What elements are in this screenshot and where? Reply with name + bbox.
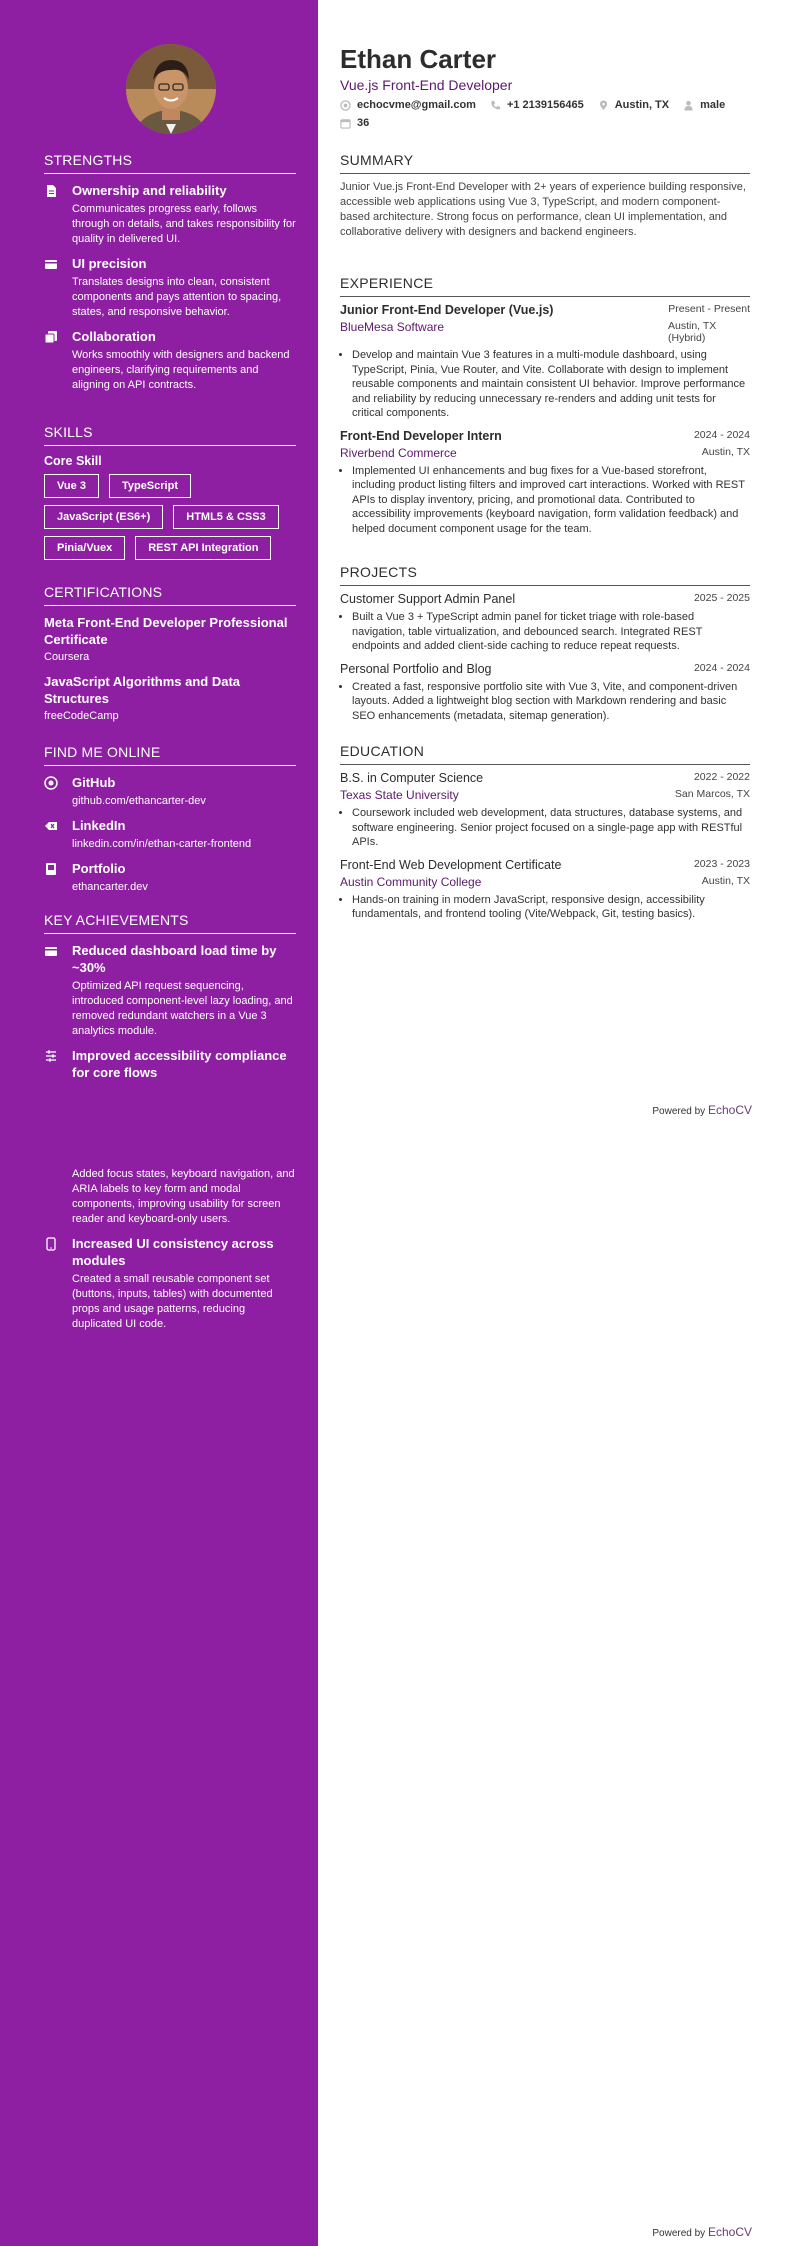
project-title: Customer Support Admin Panel (340, 592, 516, 606)
job-company: Riverbend Commerce (340, 445, 457, 460)
job-date: Present - Present (668, 303, 750, 315)
gender-text: male (700, 99, 726, 111)
candidate-role: Vue.js Front-End Developer (340, 77, 513, 93)
summary-title: SUMMARY (340, 152, 750, 174)
online-item (44, 860, 296, 895)
header (340, 44, 750, 129)
phone-icon (490, 100, 501, 111)
projects-section (340, 564, 750, 731)
strength-title: Collaboration (72, 329, 156, 344)
copy-icon (44, 330, 58, 344)
degree-date: 2022 - 2022 (693, 771, 750, 783)
echocv-logo: EchoCV (707, 2225, 752, 2239)
experience-section (340, 275, 750, 544)
cert-title: Meta Front-End Developer Professional Certificate (44, 615, 288, 647)
contact-list (340, 99, 750, 129)
education-entry (340, 771, 750, 850)
powered-by-text: Powered by (652, 1106, 706, 1117)
achievement-desc: Created a small reusable component set (buttons, inputs, tables) with documented props and usage patterns, reducing duplicated UI code. (72, 1273, 273, 1330)
degree-date: 2023 - 2023 (693, 857, 750, 870)
experience-entry (340, 429, 750, 537)
avatar (126, 44, 216, 134)
location-pin-icon (598, 100, 609, 111)
strength-desc: Communicates progress early, follows through on details, and takes responsibility for quality in delivered UI. (72, 203, 296, 245)
school-name: Texas State University (340, 788, 459, 802)
achievement-title: Improved accessibility compliance for core flows (72, 1048, 287, 1080)
cert-item (44, 614, 296, 663)
skill-tag: Pinia/Vuex (44, 536, 125, 560)
powered-by-footer[interactable] (652, 1103, 752, 1117)
job-title: Junior Front-End Developer (Vue.js) (340, 303, 554, 317)
cert-org: freeCodeCamp (44, 710, 119, 722)
job-bullet: • Implemented UI enhancements and bug fixes for a Vue-based storefront, including product listing filters and improved cart interactions. Worked with REST APIs to display inventory, pricing, and promotional data. Contributed to accessibility improvements (keyboard navigation, form validation feedback) and helped document component usage for the team. (352, 464, 750, 537)
online-link[interactable]: github.com/ethancarter-dev (72, 795, 206, 807)
project-date: 2024 - 2024 (693, 661, 750, 674)
github-icon (44, 776, 58, 790)
certifications-section (44, 584, 296, 732)
summary-text: Junior Vue.js Front-End Developer with 2+ years of experience building responsive, accessible web applications using Vue 3, TypeScript, and modern component-based architecture. Strong focus on performance, clean UI implementation, and collaborative delivery with designers and backend engineers. (340, 181, 746, 238)
email-text: echocvme@gmail.com (357, 99, 476, 111)
summary-section (340, 152, 750, 240)
document-icon (44, 184, 58, 198)
skills-subtitle: Core Skill (44, 454, 102, 468)
echocv-logo: EchoCV (707, 1103, 752, 1117)
strength-title: UI precision (72, 256, 147, 271)
strengths-title: STRENGTHS (44, 152, 296, 174)
strength-item (44, 182, 296, 247)
project-date: 2025 - 2025 (693, 592, 750, 604)
projects-title: PROJECTS (340, 564, 750, 586)
online-item (44, 817, 296, 852)
strength-desc: Translates designs into clean, consistent components and pays attention to spacing, states, and responsive behavior. (72, 276, 282, 318)
card-icon (44, 944, 58, 958)
school-location: San Marcos, TX (674, 788, 750, 800)
portfolio-icon (44, 862, 58, 876)
online-link[interactable]: linkedin.com/in/ethan-carter-frontend (72, 838, 252, 850)
achievement-item (44, 1047, 296, 1227)
project-entry (340, 592, 750, 654)
job-title: Front-End Developer Intern (340, 428, 502, 443)
project-bullet: • Created a fast, responsive portfolio site with Vue 3, Vite, and component-driven layouts. Added a lightweight blog section with Markdown rendering and basic SEO enhancements (metadata, sitemap generation). (352, 680, 750, 724)
cert-title: JavaScript Algorithms and Data Structures (44, 674, 241, 706)
achievement-title: Increased UI consistency across modules (72, 1236, 274, 1268)
achievements-section (44, 912, 296, 1340)
skill-tag: TypeScript (109, 474, 191, 498)
contact-location (598, 99, 669, 111)
school-name: Austin Community College (340, 874, 482, 889)
achievement-item (44, 1235, 296, 1332)
education-title: EDUCATION (340, 743, 750, 765)
strength-item (44, 255, 296, 320)
experience-title: EXPERIENCE (340, 275, 750, 297)
project-entry (340, 662, 750, 724)
at-icon (340, 100, 351, 111)
skills-section (44, 424, 296, 560)
degree-title: Front-End Web Development Certificate (340, 857, 562, 872)
achievements-title: KEY ACHIEVEMENTS (44, 912, 296, 934)
skills-title: SKILLS (44, 424, 296, 446)
strengths-section (44, 152, 296, 401)
location-text: Austin, TX (614, 99, 670, 111)
powered-by-text: Powered by (652, 2228, 706, 2239)
powered-by-footer[interactable] (652, 2225, 752, 2239)
experience-entry (340, 303, 750, 421)
achievement-item (44, 942, 296, 1039)
skill-tags (44, 474, 296, 560)
skill-tag: JavaScript (ES6+) (44, 505, 163, 529)
education-bullet: • Coursework included web development, data structures, database systems, and software engineering. Senior project focused on a single-page app with RESTful APIs. (352, 806, 750, 850)
certifications-title: CERTIFICATIONS (44, 584, 296, 606)
achievement-desc: Optimized API request sequencing, introduced component-level lazy loading, and removed redundant watchers in a Vue 3 analytics module. (72, 980, 293, 1037)
online-label: GitHub (72, 775, 116, 790)
online-link[interactable]: ethancarter.dev (72, 881, 148, 893)
phone-text: +1 2139156465 (506, 99, 584, 111)
degree-title: B.S. in Computer Science (340, 771, 484, 785)
online-item (44, 774, 296, 809)
skill-tag: REST API Integration (135, 536, 271, 560)
candidate-name: Ethan Carter (340, 44, 497, 74)
school-location: Austin, TX (701, 874, 750, 887)
sidebar (0, 0, 318, 2246)
achievement-desc: Added focus states, keyboard navigation, and ARIA labels to key form and modal components, improving usability for screen reader and keyboard-only users. (72, 1168, 295, 1225)
job-bullet: • Develop and maintain Vue 3 features in a multi-module dashboard, using TypeScript, Pinia, Vue Router, and Vite. Collaborate with design to implement reusable components and maintain consistent UI behavior. Improve performance and reliability by reducing unnecessary re-renders and adding unit tests for critical components. (352, 348, 750, 421)
online-title: FIND ME ONLINE (44, 744, 296, 766)
achievement-title: Reduced dashboard load time by ~30% (72, 943, 277, 975)
skill-tag: HTML5 & CSS3 (173, 505, 278, 529)
linkedin-icon (44, 819, 58, 833)
project-bullet: • Built a Vue 3 + TypeScript admin panel for ticket triage with role-based navigation, table virtualization, and debounced search. Integrated REST endpoints and added client-side caching to reduce repeat requests. (352, 610, 750, 654)
online-label: LinkedIn (72, 818, 126, 833)
card-icon (44, 257, 58, 271)
contact-email[interactable] (340, 99, 476, 111)
tablet-icon (44, 1237, 58, 1251)
strength-title: Ownership and reliability (72, 183, 227, 198)
job-company: BlueMesa Software (340, 320, 445, 334)
job-date: 2024 - 2024 (693, 428, 750, 441)
contact-age (340, 117, 369, 129)
job-location: Austin, TX (Hybrid) (668, 320, 717, 344)
strength-desc: Works smoothly with designers and backend engineers, clarifying requirements and aligning on API contracts. (72, 349, 290, 391)
skill-tag: Vue 3 (44, 474, 99, 498)
strength-item (44, 328, 296, 393)
contact-phone[interactable] (490, 99, 584, 111)
education-bullet: • Hands-on training in modern JavaScript, responsive design, accessibility fundamentals, and frontend tooling (Vite/Webpack, Git, testing basics). (352, 893, 750, 922)
online-label: Portfolio (72, 861, 126, 876)
project-title: Personal Portfolio and Blog (340, 661, 492, 676)
online-section (44, 744, 296, 903)
contact-gender (683, 99, 725, 111)
age-text: 36 (357, 117, 370, 129)
cert-org: Coursera (44, 651, 90, 663)
education-section (340, 743, 750, 930)
job-location: Austin, TX (701, 445, 750, 458)
calendar-icon (340, 118, 351, 129)
person-icon (683, 100, 694, 111)
sliders-icon (44, 1049, 58, 1063)
education-entry (340, 858, 750, 922)
cert-item (44, 673, 296, 722)
